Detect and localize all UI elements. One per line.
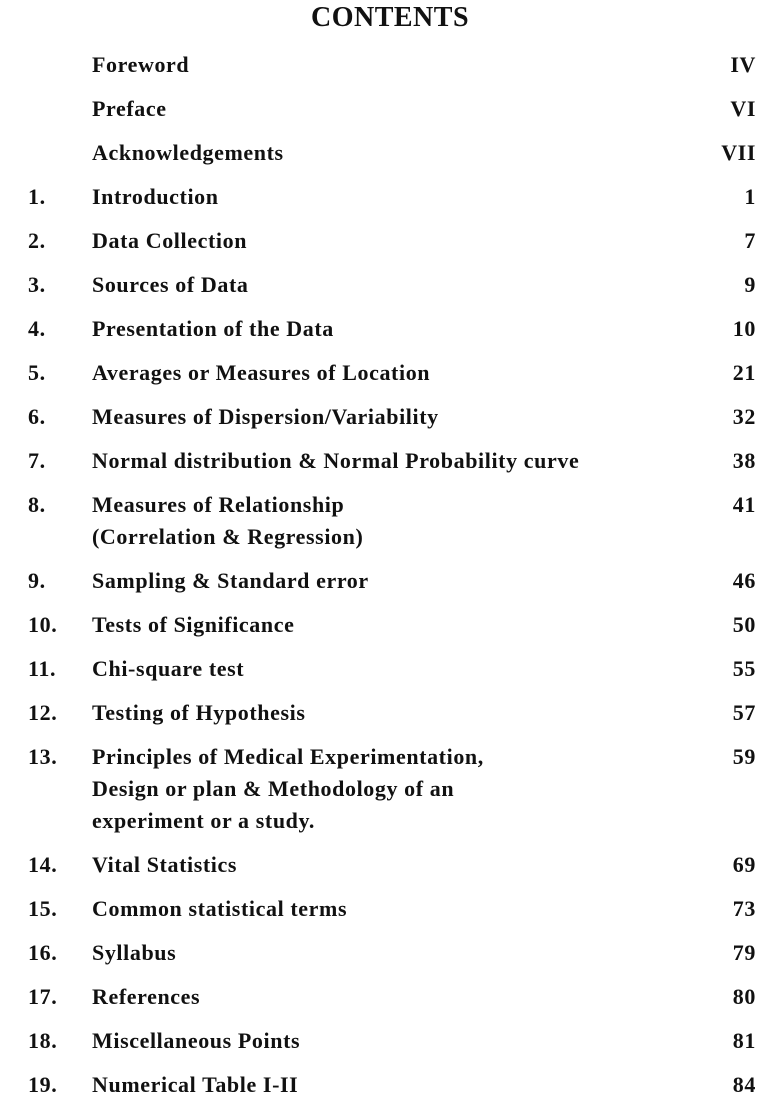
chapter-title-line: Measures of Dispersion/Variability <box>92 404 439 429</box>
chapter-title <box>92 137 692 169</box>
chapter-title <box>92 401 692 433</box>
chapter-title-line: Measures of Relationship <box>92 492 345 517</box>
chapter-number: 17. <box>28 984 58 1009</box>
page-number: 69 <box>732 852 756 877</box>
chapter-title-line: experiment or a study. <box>92 808 316 833</box>
toc-entry <box>0 49 780 81</box>
page-number: 80 <box>732 984 756 1009</box>
toc-entry <box>0 609 780 641</box>
chapter-title <box>92 565 692 597</box>
chapter-number: 13. <box>28 744 58 769</box>
chapter-title-line: Miscellaneous Points <box>92 1028 301 1053</box>
toc-entry <box>0 313 780 345</box>
chapter-title-line: Averages or Measures of Location <box>92 360 431 385</box>
chapter-title <box>92 357 692 389</box>
chapter-title <box>92 313 692 345</box>
chapter-title-line: (Correlation & Regression) <box>92 524 364 549</box>
page-number: 38 <box>732 448 756 473</box>
chapter-number: 8. <box>28 492 46 517</box>
toc-entry <box>0 357 780 389</box>
page-title: CONTENTS <box>310 2 470 33</box>
chapter-title-line: Common statistical terms <box>92 896 348 921</box>
chapter-title <box>92 445 692 477</box>
page-number: 46 <box>732 568 756 593</box>
toc-entry <box>0 445 780 477</box>
toc-entry <box>0 981 780 1013</box>
page-number: 7 <box>744 228 756 253</box>
chapter-number: 12. <box>28 700 58 725</box>
chapter-title-line: Design or plan & Methodology of an <box>92 776 455 801</box>
chapter-number: 6. <box>28 404 46 429</box>
page-number: 73 <box>732 896 756 921</box>
page-number: VII <box>721 140 756 165</box>
toc-entry <box>0 93 780 125</box>
page-number: VI <box>730 96 756 121</box>
page-number: 59 <box>732 744 756 769</box>
toc-entry <box>0 849 780 881</box>
chapter-title <box>92 981 692 1013</box>
chapter-number: 10. <box>28 612 58 637</box>
chapter-title-line: Chi-square test <box>92 656 245 681</box>
toc-entry <box>0 1025 780 1057</box>
chapter-title-line: Testing of Hypothesis <box>92 700 306 725</box>
chapter-number: 16. <box>28 940 58 965</box>
toc-entry <box>0 937 780 969</box>
chapter-title <box>92 181 692 213</box>
page-number: 81 <box>732 1028 756 1053</box>
chapter-number: 19. <box>28 1072 58 1097</box>
page-number: 9 <box>744 272 756 297</box>
page-number: 10 <box>732 316 756 341</box>
page-number: 50 <box>732 612 756 637</box>
toc-entry <box>0 401 780 433</box>
chapter-title-line: Numerical Table I-II <box>92 1072 299 1097</box>
page-number: 32 <box>732 404 756 429</box>
chapter-number: 7. <box>28 448 46 473</box>
chapter-title-line: Principles of Medical Experimentation, <box>92 744 484 769</box>
chapter-number: 18. <box>28 1028 58 1053</box>
chapter-title-line: Introduction <box>92 184 219 209</box>
toc-entry <box>0 181 780 213</box>
toc-entry <box>0 893 780 925</box>
chapter-number: 3. <box>28 272 46 297</box>
toc-entry <box>0 1069 780 1101</box>
toc-entry <box>0 225 780 257</box>
chapter-title <box>92 49 692 81</box>
chapter-title-line: Presentation of the Data <box>92 316 334 341</box>
chapter-title <box>92 697 692 729</box>
chapter-title <box>92 1069 692 1101</box>
page-number: IV <box>730 52 756 77</box>
chapter-number: 9. <box>28 568 46 593</box>
chapter-title <box>92 937 692 969</box>
page-number: 55 <box>732 656 756 681</box>
chapter-title <box>92 269 692 301</box>
chapter-title <box>92 1025 692 1057</box>
chapter-number: 2. <box>28 228 46 253</box>
chapter-title <box>92 93 692 125</box>
page-number: 57 <box>732 700 756 725</box>
chapter-number: 14. <box>28 852 58 877</box>
chapter-title-line: Preface <box>92 96 167 121</box>
chapter-title-line: Normal distribution & Normal Probability curve <box>92 448 580 473</box>
chapter-title <box>92 893 692 925</box>
chapter-title <box>92 609 692 641</box>
table-of-contents <box>0 49 780 1113</box>
chapter-number: 1. <box>28 184 46 209</box>
toc-entry <box>0 697 780 729</box>
chapter-title <box>92 653 692 685</box>
toc-entry <box>0 137 780 169</box>
toc-entry <box>0 489 780 553</box>
chapter-title-line: Vital Statistics <box>92 852 238 877</box>
chapter-number: 5. <box>28 360 46 385</box>
page-number: 21 <box>732 360 756 385</box>
chapter-title-line: Acknowledgements <box>92 140 284 165</box>
page-number: 79 <box>732 940 756 965</box>
chapter-number: 11. <box>28 656 57 681</box>
chapter-title-line: References <box>92 984 201 1009</box>
page-number: 41 <box>732 492 756 517</box>
toc-entry <box>0 653 780 685</box>
chapter-title-line: Sources of Data <box>92 272 249 297</box>
chapter-number: 15. <box>28 896 58 921</box>
page-number: 84 <box>732 1072 756 1097</box>
chapter-title <box>92 489 692 553</box>
chapter-title <box>92 849 692 881</box>
chapter-title-line: Tests of Significance <box>92 612 295 637</box>
toc-entry <box>0 741 780 837</box>
chapter-title <box>92 225 692 257</box>
page-number: 1 <box>744 184 756 209</box>
chapter-title-line: Syllabus <box>92 940 177 965</box>
chapter-title <box>92 741 692 837</box>
chapter-title-line: Data Collection <box>92 228 248 253</box>
chapter-number: 4. <box>28 316 46 341</box>
toc-entry <box>0 565 780 597</box>
chapter-title-line: Sampling & Standard error <box>92 568 369 593</box>
toc-entry <box>0 269 780 301</box>
chapter-title-line: Foreword <box>92 52 190 77</box>
